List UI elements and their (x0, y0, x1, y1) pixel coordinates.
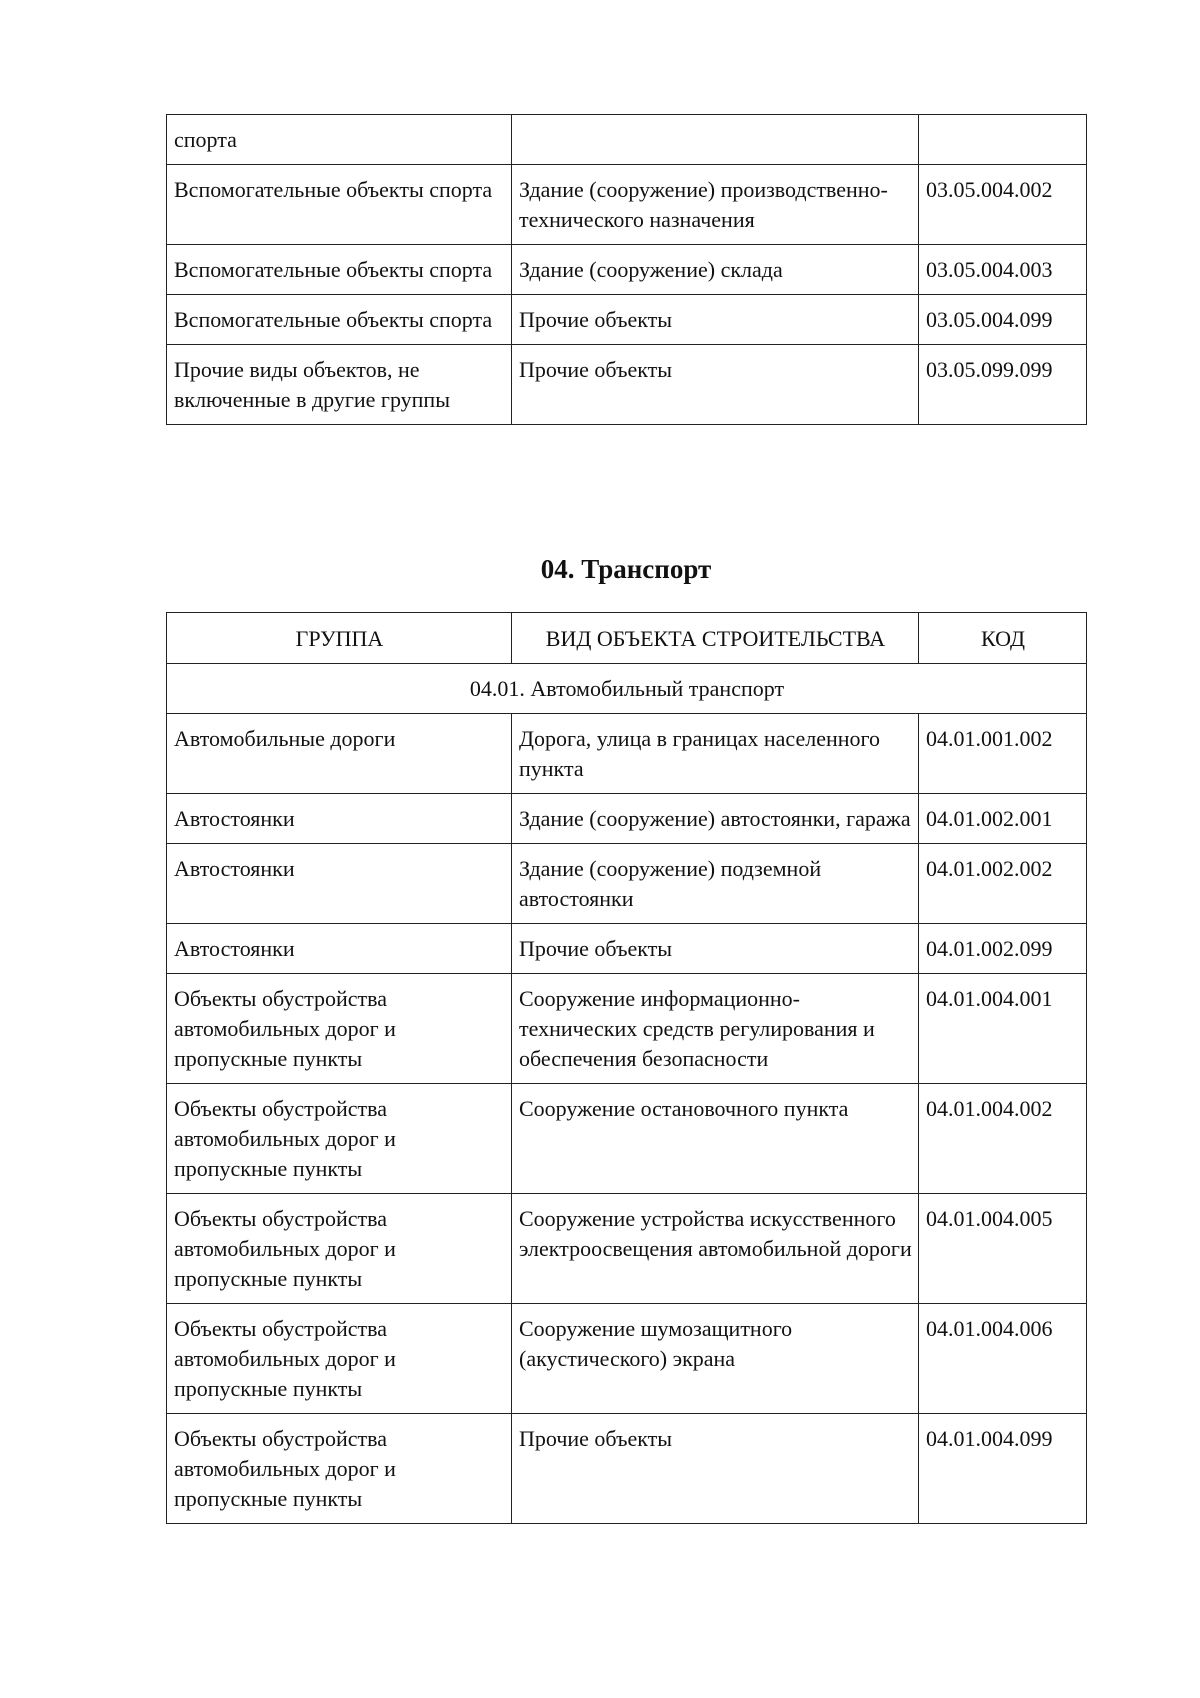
code-cell (919, 115, 1087, 165)
code-cell: 04.01.004.005 (919, 1194, 1087, 1304)
code-cell: 04.01.002.002 (919, 844, 1087, 924)
code-cell: 04.01.004.002 (919, 1084, 1087, 1194)
code-column-header: КОД (919, 613, 1087, 664)
code-cell: 03.05.004.002 (919, 165, 1087, 245)
object-type-column-header: ВИД ОБЪЕКТА СТРОИТЕЛЬСТВА (512, 613, 919, 664)
object-type-cell: Дорога, улица в границах населенного пункта (512, 714, 919, 794)
code-cell: 04.01.004.006 (919, 1304, 1087, 1414)
group-cell: Автостоянки (167, 844, 512, 924)
group-cell: спорта (167, 115, 512, 165)
sports-objects-table-continued (166, 114, 1087, 425)
table-row (167, 844, 1087, 924)
object-type-cell: Здание (сооружение) автостоянки, гаража (512, 794, 919, 844)
table-row (167, 165, 1087, 245)
group-cell: Автостоянки (167, 924, 512, 974)
table-row (167, 1194, 1087, 1304)
group-cell: Объекты обустройства автомобильных дорог и пропускные пункты (167, 974, 512, 1084)
table-row (167, 1304, 1087, 1414)
group-cell: Прочие виды объектов, не включенные в другие группы (167, 345, 512, 425)
code-cell: 04.01.001.002 (919, 714, 1087, 794)
table-row (167, 794, 1087, 844)
table-row (167, 245, 1087, 295)
section-title: 04. Транспорт (540, 554, 712, 584)
transport-objects-table (166, 612, 1087, 1524)
subsection-title: 04.01. Автомобильный транспорт (167, 664, 1087, 714)
object-type-cell: Здание (сооружение) подземной автостоянки (512, 844, 919, 924)
table-row (167, 714, 1087, 794)
table-row (167, 1084, 1087, 1194)
code-cell: 03.05.004.099 (919, 295, 1087, 345)
table-row (167, 115, 1087, 165)
table-row (167, 924, 1087, 974)
code-cell: 04.01.004.099 (919, 1414, 1087, 1524)
group-cell: Вспомогательные объекты спорта (167, 165, 512, 245)
code-cell: 04.01.002.099 (919, 924, 1087, 974)
object-type-cell: Прочие объекты (512, 345, 919, 425)
group-cell: Автостоянки (167, 794, 512, 844)
code-cell: 04.01.004.001 (919, 974, 1087, 1084)
table-row (167, 1414, 1087, 1524)
object-type-cell: Здание (сооружение) склада (512, 245, 919, 295)
object-type-cell: Сооружение устройства искусственного электроосвещения автомобильной дороги (512, 1194, 919, 1304)
object-type-cell: Прочие объекты (512, 1414, 919, 1524)
object-type-cell: Прочие объекты (512, 924, 919, 974)
table-row (167, 345, 1087, 425)
code-cell: 04.01.002.001 (919, 794, 1087, 844)
table-row (167, 295, 1087, 345)
subsection-row (167, 664, 1087, 714)
code-cell: 03.05.004.003 (919, 245, 1087, 295)
object-type-cell (512, 115, 919, 165)
group-cell: Вспомогательные объекты спорта (167, 245, 512, 295)
group-cell: Объекты обустройства автомобильных дорог и пропускные пункты (167, 1304, 512, 1414)
group-column-header: ГРУППА (167, 613, 512, 664)
group-cell: Автомобильные дороги (167, 714, 512, 794)
group-cell: Объекты обустройства автомобильных дорог и пропускные пункты (167, 1194, 512, 1304)
table-row (167, 974, 1087, 1084)
group-cell: Объекты обустройства автомобильных дорог и пропускные пункты (167, 1414, 512, 1524)
group-cell: Вспомогательные объекты спорта (167, 295, 512, 345)
object-type-cell: Прочие объекты (512, 295, 919, 345)
object-type-cell: Здание (сооружение) производственно-технического назначения (512, 165, 919, 245)
object-type-cell: Сооружение остановочного пункта (512, 1084, 919, 1194)
code-cell: 03.05.099.099 (919, 345, 1087, 425)
table-header-row (167, 613, 1087, 664)
group-cell: Объекты обустройства автомобильных дорог и пропускные пункты (167, 1084, 512, 1194)
object-type-cell: Сооружение информационно-технических средств регулирования и обеспечения безопасности (512, 974, 919, 1084)
object-type-cell: Сооружение шумозащитного (акустического) экрана (512, 1304, 919, 1414)
